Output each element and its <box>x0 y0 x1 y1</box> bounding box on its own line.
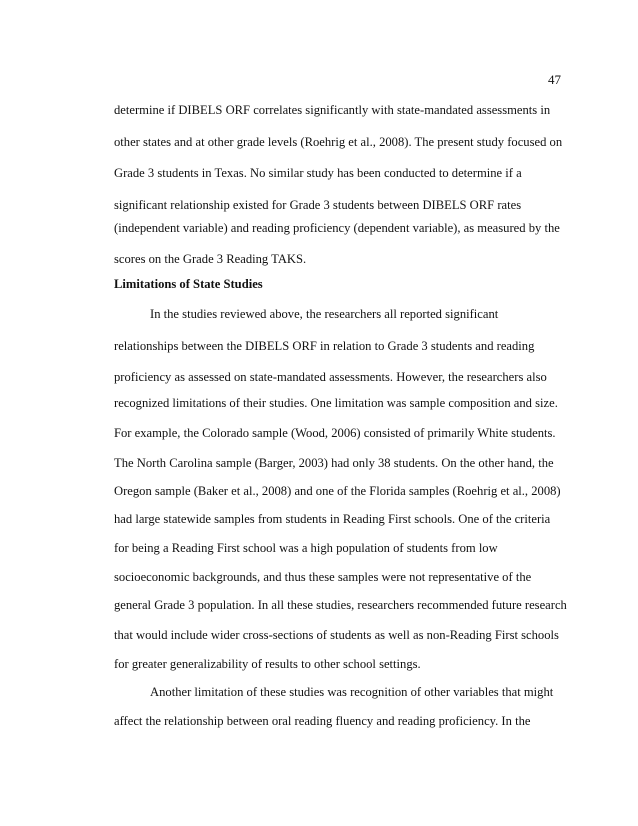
body-line: affect the relationship between oral reading fluency and reading proficiency. In the <box>114 714 531 728</box>
body-line: general Grade 3 population. In all these studies, researchers recommended future research <box>114 598 567 612</box>
body-line: determine if DIBELS ORF correlates significantly with state-mandated assessments in <box>114 103 551 117</box>
body-line: for greater generalizability of results to other school settings. <box>114 657 421 671</box>
body-line: had large statewide samples from students in Reading First schools. One of the criteria <box>114 512 551 526</box>
body-line: socioeconomic backgrounds, and thus these samples were not representative of the <box>114 570 532 584</box>
body-line: recognized limitations of their studies. One limitation was sample composition and size. <box>114 396 558 410</box>
paragraph-first-line: Another limitation of these studies was recognition of other variables that might <box>150 685 554 699</box>
body-line: that would include wider cross-sections of students as well as non-Reading First schools <box>114 628 559 642</box>
section-heading: Limitations of State Studies <box>114 277 263 291</box>
body-line: scores on the Grade 3 Reading TAKS. <box>114 252 307 266</box>
page-number: 47 <box>548 72 561 87</box>
body-line: (independent variable) and reading proficiency (dependent variable), as measured by the <box>114 221 560 235</box>
body-line: Grade 3 students in Texas. No similar study has been conducted to determine if a <box>114 166 522 180</box>
body-line: The North Carolina sample (Barger, 2003) had only 38 students. On the other hand, the <box>114 456 554 470</box>
body-line: proficiency as assessed on state-mandated assessments. However, the researchers also <box>114 370 547 384</box>
body-line: for being a Reading First school was a high population of students from low <box>114 541 498 555</box>
body-line: other states and at other grade levels (Roehrig et al., 2008). The present study focused on <box>114 135 563 149</box>
body-line: For example, the Colorado sample (Wood, 2006) consisted of primarily White students. <box>114 426 556 440</box>
body-line: significant relationship existed for Grade 3 students between DIBELS ORF rates <box>114 198 522 212</box>
paragraph-first-line: In the studies reviewed above, the researchers all reported significant <box>150 307 499 321</box>
body-line: Oregon sample (Baker et al., 2008) and one of the Florida samples (Roehrig et al., 2008) <box>114 484 561 498</box>
body-line: relationships between the DIBELS ORF in relation to Grade 3 students and reading <box>114 339 535 353</box>
